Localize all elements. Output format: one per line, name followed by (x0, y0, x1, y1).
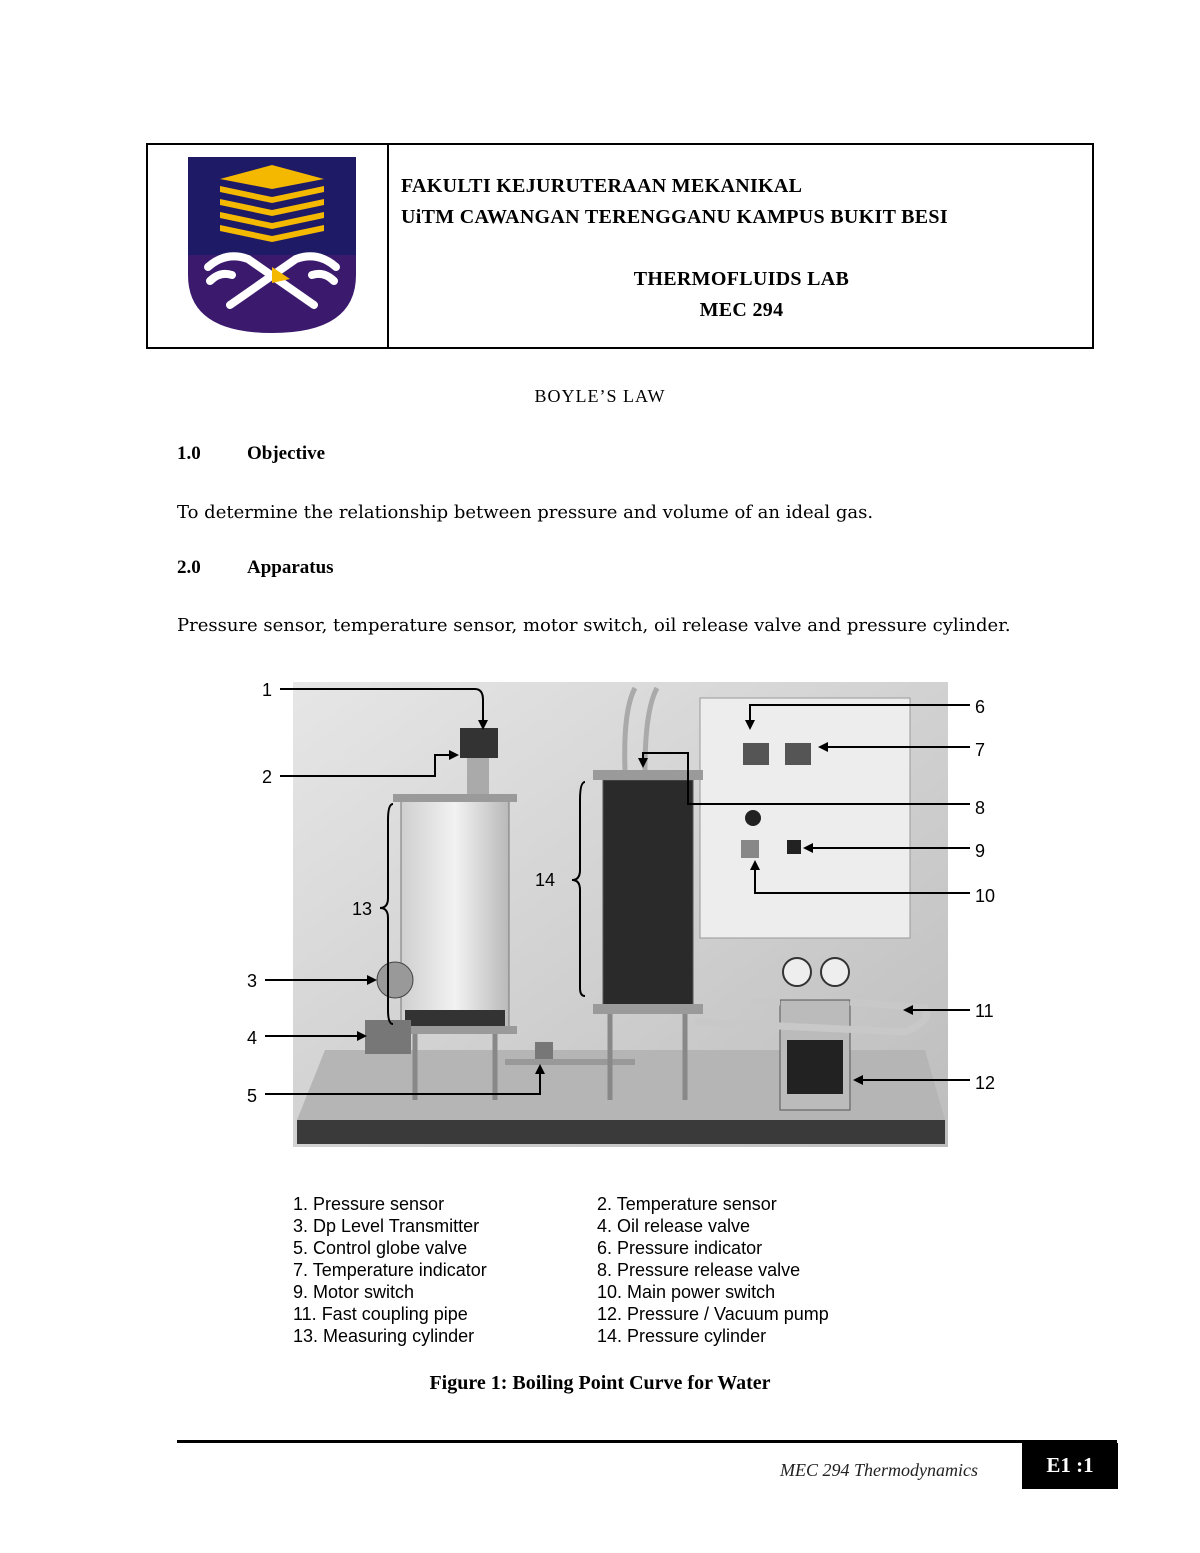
pump-gauge (783, 958, 811, 986)
header-table (146, 143, 1094, 349)
callout-label: 4 (247, 1028, 258, 1048)
pressure-sensor (460, 728, 498, 758)
legend-item: 2. Temperature sensor (597, 1194, 777, 1214)
faculty-name: FAKULTI KEJURUTERAAN MEKANIKAL (401, 175, 803, 197)
dp-level-transmitter (377, 962, 413, 998)
figure-caption: Figure 1: Boiling Point Curve for Water (429, 1372, 771, 1394)
section-number: 2.0 (177, 557, 201, 578)
section-title-apparatus: Apparatus (247, 557, 334, 578)
callout-label: 3 (247, 971, 258, 991)
temperature-indicator (785, 743, 811, 765)
callout-label: 8 (975, 798, 986, 818)
section-number: 1.0 (177, 443, 201, 464)
pump-gauge (821, 958, 849, 986)
legend-item: 1. Pressure sensor (293, 1194, 445, 1214)
callout-label: 10 (975, 886, 996, 906)
apparatus-figure (205, 670, 1005, 1360)
legend-item: 3. Dp Level Transmitter (293, 1216, 480, 1236)
callout-label: 2 (262, 767, 273, 787)
legend-item: 11. Fast coupling pipe (293, 1304, 468, 1324)
measuring-cylinder (401, 800, 509, 1030)
legend-item: 8. Pressure release valve (597, 1260, 801, 1280)
callout-label: 7 (975, 740, 986, 760)
footer-course: MEC 294 Thermodynamics (780, 1460, 978, 1480)
legend-item: 13. Measuring cylinder (293, 1326, 475, 1346)
callout-label: 9 (975, 841, 986, 861)
callout-label: 14 (535, 870, 556, 890)
legend-item: 14. Pressure cylinder (597, 1326, 767, 1346)
legend-item: 4. Oil release valve (597, 1216, 751, 1236)
callout-label: 13 (352, 899, 373, 919)
callout-label: 5 (247, 1086, 258, 1106)
apparatus-text: Pressure sensor, temperature sensor, motor switch, oil release valve and pressure cylinder. (177, 615, 1011, 636)
uitm-crest-icon (186, 155, 358, 340)
pressure-cylinder (603, 780, 693, 1005)
page-number: E1 :1 (1022, 1443, 1118, 1489)
main-power-switch (741, 840, 759, 858)
legend-item: 7. Temperature indicator (293, 1260, 487, 1280)
legend-item: 5. Control globe valve (293, 1238, 468, 1258)
control-panel (700, 698, 910, 938)
legend-item: 6. Pressure indicator (597, 1238, 763, 1258)
callout-label: 6 (975, 697, 986, 717)
pressure-indicator (743, 743, 769, 765)
section-title-objective: Objective (247, 443, 326, 464)
footer-rule (177, 1440, 1117, 1443)
lab-name: THERMOFLUIDS LAB (633, 268, 850, 290)
callout-label: 11 (975, 1001, 994, 1021)
callout-label: 12 (975, 1073, 996, 1093)
course-code: MEC 294 (699, 299, 784, 321)
indicator-lamp (745, 810, 761, 826)
legend-item: 10. Main power switch (597, 1282, 776, 1302)
document-title: BOYLE’S LAW (534, 386, 666, 406)
campus-name: UiTM CAWANGAN TERENGGANU KAMPUS BUKIT BESI (401, 206, 948, 228)
legend-item: 9. Motor switch (293, 1282, 415, 1302)
oil-release-valve (365, 1020, 411, 1054)
legend-item: 12. Pressure / Vacuum pump (597, 1304, 829, 1324)
motor-switch (787, 840, 801, 854)
objective-text: To determine the relationship between pressure and volume of an ideal gas. (177, 502, 874, 523)
callout-label: 1 (262, 680, 273, 700)
